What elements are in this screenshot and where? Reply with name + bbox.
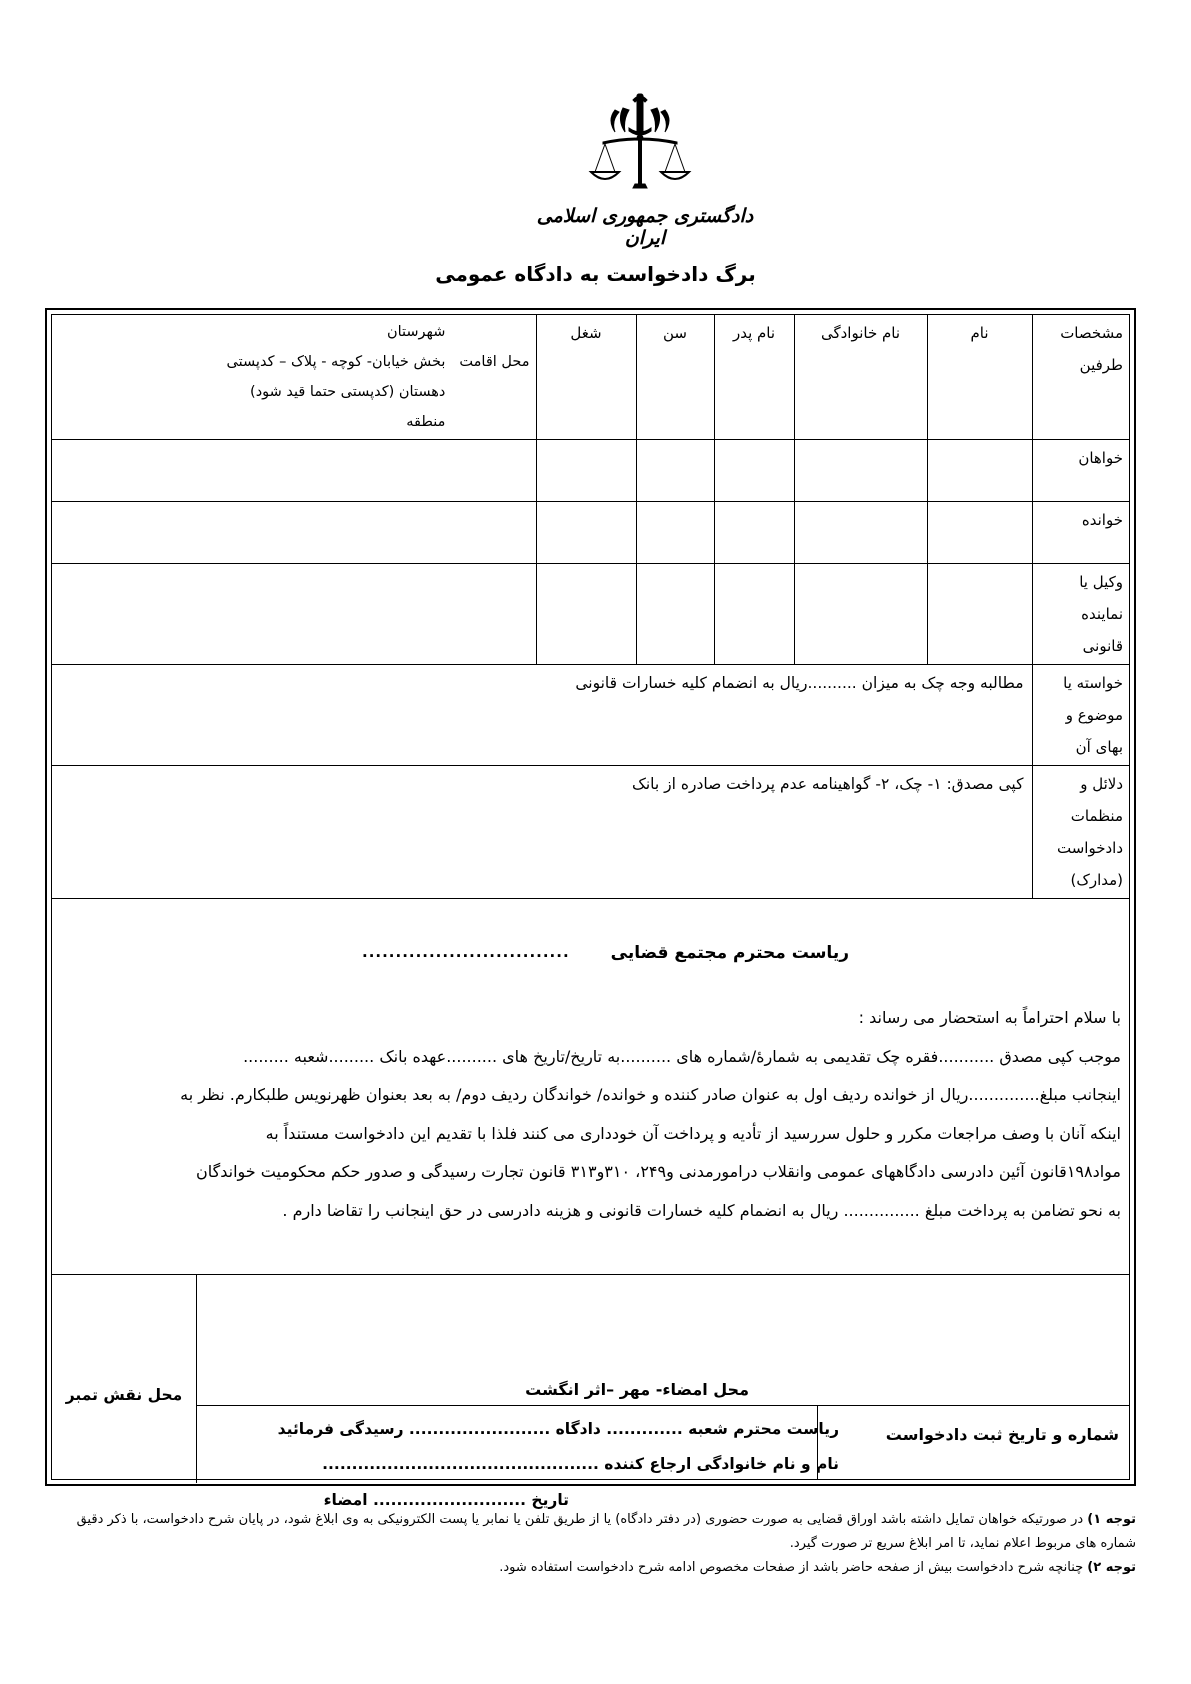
- address-line: بخش خیابان- کوچه - پلاک – کدپستی: [226, 354, 446, 370]
- defendant-occupation-field[interactable]: [536, 502, 636, 564]
- referral-line-1[interactable]: ریاست محترم شعبه ............. دادگاه ........................ رسیدگی فرمائید: [277, 1420, 839, 1438]
- defendant-label: خوانده: [1032, 502, 1129, 564]
- note-1-text: در صورتیکه خواهان تمایل داشته باشد اوراق قضایی به صورت حضوری (در دفتر دادگاه) یا از طریق تلفن یا نمابر یا پست الکترونیکی به وی ابلاغ شود، در پایان شرح دادخواست، با ذکر دقیق شماره های مربوط اعلام نماید، تا امر ابلاغ سریع تر صورت گیرد.: [76, 1512, 1136, 1551]
- representative-occupation-field[interactable]: [536, 564, 636, 665]
- registration-divider: [196, 1405, 1129, 1406]
- petition-body[interactable]: [60, 999, 1121, 1230]
- header-occupation: شغل: [570, 324, 602, 342]
- header-residence: محل اقامت: [459, 354, 530, 370]
- first-name-header-cell: [927, 315, 1032, 440]
- referral-line-2[interactable]: نام و نام خانوادگی ارجاع کننده ...............................................: [322, 1455, 839, 1473]
- address-line: منطقه: [406, 414, 446, 430]
- petition-line: موجب کپی مصدق ...........فقره چک تقدیمی به شمارۀ/شماره های ..........به تاریخ/تاریخ های ..........عهده بانک .........شعبه .........: [243, 1046, 1121, 1066]
- petition-line: به نحو تضامن به پرداخت مبلغ ............... ریال به انضمام کلیه خسارات قانونی و هزینه دادرسی در حق اینجانب را تقاضا دارم .: [282, 1200, 1121, 1220]
- defendant-row: [52, 502, 1129, 564]
- plaintiff-label: خواهان: [1032, 440, 1129, 502]
- defendant-father-name-field[interactable]: [714, 502, 794, 564]
- judiciary-name: دادگستری جمهوری اسلامی ایران: [536, 205, 754, 249]
- claim-row: [52, 665, 1129, 766]
- header-age: سن: [663, 324, 687, 342]
- defendant-last-name-field[interactable]: [794, 502, 927, 564]
- note-2-text: چنانچه شرح دادخواست بیش از صفحه حاضر باشد از صفحات مخصوص ادامه شرح دادخواست استفاده شود.: [499, 1560, 1084, 1575]
- occupation-header-cell: [536, 315, 636, 440]
- note-2-label: توجه ۲): [1087, 1560, 1136, 1575]
- plaintiff-age-field[interactable]: [636, 440, 714, 502]
- petition-line: اینجانب مبلغ..............ریال از خوانده ردیف اول به عنوان صادر کننده و خوانده/ خواندگان ردیف دوم/ به بعد بعنوان ظهرنویس طلبکارم. نظر به: [180, 1085, 1121, 1104]
- note-2: [55, 1556, 1136, 1580]
- header-father-name: نام پدر: [732, 324, 776, 342]
- defendant-address-field[interactable]: [52, 502, 536, 564]
- header-last-name: نام خانوادگی: [820, 324, 901, 342]
- plaintiff-row: [52, 440, 1129, 502]
- age-header-cell: [636, 315, 714, 440]
- representative-first-name-field[interactable]: [927, 564, 1032, 665]
- form-title: برگ دادخواست به دادگاه عمومی: [435, 262, 756, 286]
- evidence-text[interactable]: کپی مصدق: ۱- چک، ۲- گواهینامه عدم پرداخت صادره از بانک: [52, 766, 1032, 899]
- father-name-header-cell: [714, 315, 794, 440]
- residence-header-cell: [52, 315, 536, 440]
- header-first-name: نام: [970, 324, 989, 342]
- registration-label: شماره و تاریخ ثبت دادخواست: [885, 1425, 1119, 1444]
- last-name-header-cell: [794, 315, 927, 440]
- petition-section: [52, 919, 1129, 1275]
- representative-address-field[interactable]: [52, 564, 536, 665]
- defendant-first-name-field[interactable]: [927, 502, 1032, 564]
- plaintiff-last-name-field[interactable]: [794, 440, 927, 502]
- petition-form-frame: [45, 308, 1136, 1509]
- claim-text[interactable]: مطالبه وجه چک به میزان ..........ریال به انضمام کلیه خسارات قانونی: [52, 665, 1032, 766]
- header-parties: مشخصات طرفین: [1060, 324, 1123, 374]
- parties-table: [52, 315, 1129, 899]
- representative-label: وکیل یا نماینده قانونی: [1032, 564, 1129, 665]
- plaintiff-occupation-field[interactable]: [536, 440, 636, 502]
- notes-section: [55, 1508, 1136, 1580]
- petition-title-dots[interactable]: ...............................: [362, 943, 570, 961]
- representative-age-field[interactable]: [636, 564, 714, 665]
- evidence-row: [52, 766, 1129, 899]
- plaintiff-father-name-field[interactable]: [714, 440, 794, 502]
- address-line: شهرستان: [386, 324, 446, 340]
- petition-line: اینکه آنان با وصف مراجعات مکرر و حلول سررسید از تأدیه و پرداخت آن خودداری می کنند فلذا با تقدیم این دادخواست مستنداً به: [265, 1123, 1121, 1143]
- signature-label: محل امضاء- مهر –اثر انگشت: [525, 1380, 749, 1399]
- note-1-label: توجه ۱): [1087, 1512, 1136, 1527]
- stamp-box[interactable]: [52, 1274, 197, 1483]
- claim-label: خواسته یا موضوع و بهای آن: [1032, 665, 1129, 766]
- parties-header-cell: [1032, 315, 1129, 440]
- defendant-age-field[interactable]: [636, 502, 714, 564]
- representative-row: [52, 564, 1129, 665]
- petition-title: ریاست محترم مجتمع قضایی: [610, 943, 849, 963]
- stamp-label: محل نقش تمبر: [65, 1386, 183, 1404]
- evidence-label: دلائل و منظمات دادخواست (مدارک): [1032, 766, 1129, 899]
- petition-line: مواد۱۹۸قانون آئین دادرسی دادگاههای عمومی وانقلاب درامورمدنی و۲۴۹، ۳۱۰و۳۱۳ قانون تجارت رسیدگی و صدور حکم محکومیت خواندگان: [196, 1162, 1121, 1181]
- representative-father-name-field[interactable]: [714, 564, 794, 665]
- petition-line: با سلام احتراماً به استحضار می رساند :: [858, 1008, 1121, 1027]
- referral-line-3[interactable]: تاریخ .......................... امضاء: [323, 1491, 569, 1509]
- plaintiff-first-name-field[interactable]: [927, 440, 1032, 502]
- parties-header-row: [52, 315, 1129, 440]
- petition-form: [51, 314, 1130, 1509]
- plaintiff-address-field[interactable]: [52, 440, 536, 502]
- iran-emblem-icon: [585, 88, 695, 198]
- note-1: [55, 1508, 1136, 1556]
- address-line: دهستان (کدپستی حتما قید شود): [250, 384, 446, 400]
- representative-last-name-field[interactable]: [794, 564, 927, 665]
